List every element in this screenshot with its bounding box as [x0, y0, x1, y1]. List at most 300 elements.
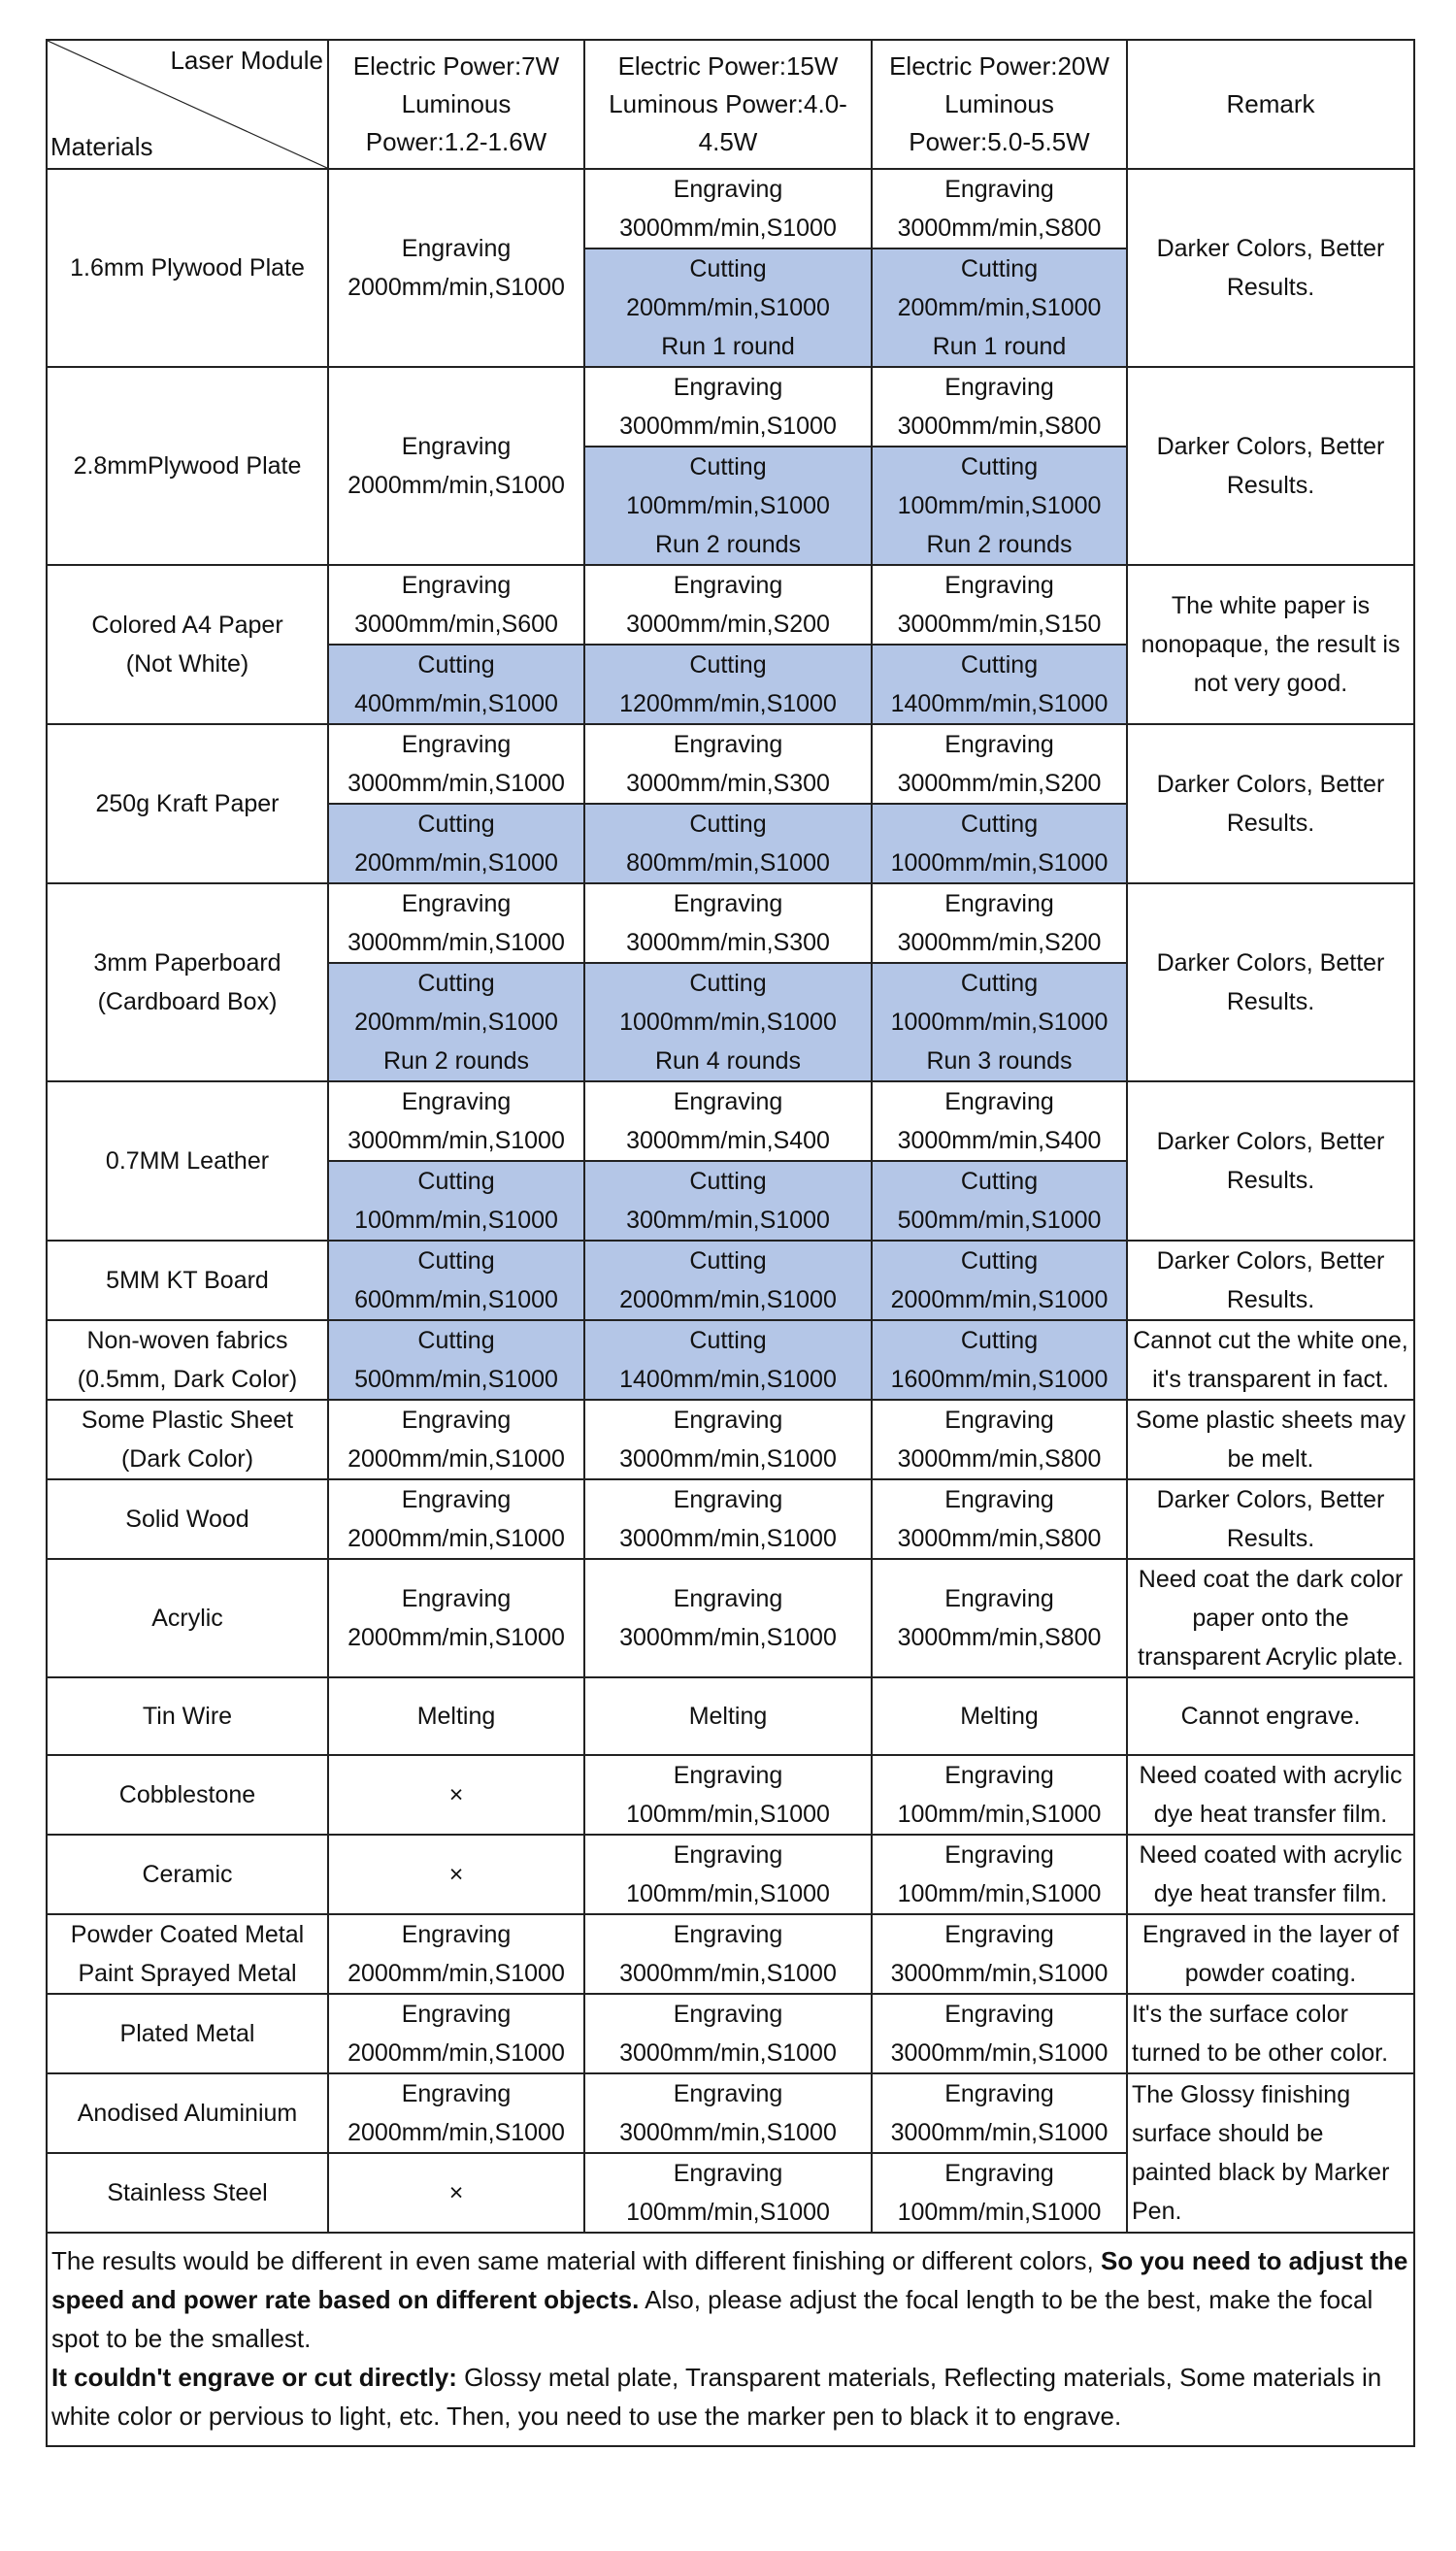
- notes-paragraph-1: [51, 2241, 1409, 2358]
- cell-line: Engraving: [673, 2160, 783, 2187]
- cell-line: 0.7MM Leather: [105, 1147, 270, 1175]
- cell-line: Darker Colors, Better: [1156, 235, 1385, 262]
- cell-line: nonopaque, the result is: [1141, 631, 1401, 658]
- cutting-cell-7w: [328, 1241, 584, 1320]
- cell-line: Engraving: [401, 1585, 512, 1612]
- cell-line: 2000mm/min,S1000: [347, 472, 565, 499]
- cell-line: 2000mm/min,S1000: [890, 1286, 1109, 1313]
- cell-line: 100mm/min,S1000: [626, 1801, 830, 1828]
- cell-line: 3000mm/min,S300: [626, 929, 830, 956]
- cell-line: Run 2 rounds: [926, 531, 1073, 558]
- cell-line: 3000mm/min,S400: [626, 1127, 830, 1154]
- column-header-remark: [1127, 40, 1414, 169]
- header-line: Luminous: [944, 89, 1054, 118]
- engraving-cell-20w: [872, 565, 1127, 645]
- remark-cell: [1127, 883, 1414, 1081]
- remark-cell: [1127, 169, 1414, 367]
- cell-line: Engraving: [944, 1762, 1054, 1789]
- cell-line: Tin Wire: [142, 1703, 233, 1730]
- material-row: [47, 883, 1414, 963]
- cell-line: Cannot cut the white one,: [1133, 1327, 1408, 1354]
- cell-line: (Dark Color): [120, 1445, 254, 1473]
- cell-line: Need coated with acrylic: [1139, 1762, 1403, 1789]
- cell-line: transparent Acrylic plate.: [1138, 1643, 1404, 1671]
- cell-line: 3000mm/min,S1000: [347, 929, 565, 956]
- cell-line: Cannot engrave.: [1180, 1703, 1361, 1730]
- cell-line: Cutting: [417, 651, 495, 679]
- cutting-cell-7w: [328, 645, 584, 724]
- cell-line: 200mm/min,S1000: [354, 849, 558, 877]
- cell-line: Engraving: [401, 890, 512, 917]
- cutting-cell-7w: [328, 804, 584, 883]
- cell-line: Engraving: [401, 235, 512, 262]
- material-name-cell: [47, 565, 328, 724]
- cell-line: 2000mm/min,S1000: [347, 2119, 565, 2146]
- cell-line: 3000mm/min,S800: [897, 413, 1102, 440]
- cell-line: Cutting: [689, 453, 767, 480]
- material-name-cell: [47, 1241, 328, 1320]
- cell-line: not very good.: [1193, 670, 1348, 697]
- remark-cell: [1127, 1081, 1414, 1241]
- engraving-cell-20w: [872, 367, 1127, 447]
- material-name-cell: [47, 1994, 328, 2073]
- cell-line: Results.: [1226, 472, 1315, 499]
- notes-emphasis: It couldn't engrave or cut directly:: [51, 2363, 457, 2392]
- header-line: Electric Power:20W: [889, 51, 1109, 81]
- cell-line: Cutting: [689, 255, 767, 282]
- engraving-cell-15w: [584, 883, 872, 963]
- cell-line: painted black by Marker: [1132, 2159, 1390, 2186]
- cell-line: ×: [448, 1861, 464, 1888]
- header-line: 4.5W: [698, 127, 758, 156]
- cell-line: 500mm/min,S1000: [897, 1207, 1102, 1234]
- cell-line: powder coating.: [1184, 1960, 1357, 1987]
- engraving-cell-15w: [584, 1835, 872, 1914]
- cell-line: Engraving: [673, 2080, 783, 2107]
- engraving-cell-7w: [328, 169, 584, 367]
- cell-line: The white paper is: [1171, 592, 1371, 619]
- engraving-cell-15w: [584, 1559, 872, 1677]
- cell-line: Engraving: [401, 1088, 512, 1115]
- cutting-cell-15w: [584, 963, 872, 1081]
- cell-line: 1000mm/min,S1000: [619, 1009, 837, 1036]
- material-row: [47, 1081, 1414, 1161]
- cell-line: Cutting: [960, 970, 1039, 997]
- cell-line: Engraving: [944, 1088, 1054, 1115]
- cell-line: 100mm/min,S1000: [626, 492, 830, 519]
- engraving-cell-20w: [872, 2153, 1127, 2233]
- cell-line: Engraving: [401, 2001, 512, 2028]
- cell-line: Cutting: [689, 1247, 767, 1275]
- engraving-cell-20w: [872, 1479, 1127, 1559]
- engraving-cell-7w: [328, 1559, 584, 1677]
- cell-line: Results.: [1226, 1525, 1315, 1552]
- cell-line: 3000mm/min,S200: [897, 929, 1102, 956]
- cell-line: Engraving: [401, 572, 512, 599]
- cell-line: 800mm/min,S1000: [626, 849, 830, 877]
- material-name-cell: [47, 1914, 328, 1994]
- cutting-cell-15w: [584, 1241, 872, 1320]
- material-name-cell: [47, 2073, 328, 2153]
- engraving-cell-20w: [872, 1914, 1127, 1994]
- cell-line: dye heat transfer film.: [1153, 1880, 1388, 1907]
- cutting-cell-15w: [584, 645, 872, 724]
- cell-line: Cutting: [689, 811, 767, 838]
- cell-line: 1600mm/min,S1000: [890, 1366, 1109, 1393]
- engraving-cell-7w: [328, 1914, 584, 1994]
- laser-module-label: Laser Module: [170, 46, 323, 75]
- cell-line: 3000mm/min,S400: [897, 1127, 1102, 1154]
- cell-line: Engraving: [944, 2001, 1054, 2028]
- cell-line: 100mm/min,S1000: [626, 1880, 830, 1907]
- cell-line: It's the surface color: [1132, 2001, 1348, 2028]
- material-row: [47, 1914, 1414, 1994]
- cell-line: 500mm/min,S1000: [354, 1366, 558, 1393]
- material-row: [47, 1835, 1414, 1914]
- cutting-cell-20w: [872, 645, 1127, 724]
- header-line: Luminous Power:4.0-: [609, 89, 847, 118]
- header-line: Power:5.0-5.5W: [909, 127, 1090, 156]
- engraving-cell-7w: [328, 883, 584, 963]
- cell-line: The Glossy finishing: [1132, 2081, 1351, 2108]
- cell-line: 1400mm/min,S1000: [890, 690, 1109, 717]
- cell-line: 2.8mmPlywood Plate: [73, 452, 302, 480]
- cell-line: 100mm/min,S1000: [897, 1801, 1102, 1828]
- material-row: [47, 1479, 1414, 1559]
- notes-paragraph-2: [51, 2358, 1409, 2435]
- cell-line: Engraving: [401, 2080, 512, 2107]
- cell-line: 5MM KT Board: [106, 1267, 269, 1294]
- cutting-cell-7w: [328, 1161, 584, 1241]
- engraving-cell-15w: [584, 1677, 872, 1755]
- remark-cell: [1127, 1559, 1414, 1677]
- cell-line: Ceramic: [142, 1861, 233, 1888]
- remark-cell: [1127, 1835, 1414, 1914]
- remark-cell: [1127, 1400, 1414, 1479]
- engraving-cell-7w: [328, 2073, 584, 2153]
- cell-line: Engraving: [673, 176, 783, 203]
- cell-line: Engraving: [673, 1486, 783, 1513]
- notes-text: Also, please adjust the focal length to be the best, make the focal spot to be the smallest.: [51, 2285, 1373, 2353]
- material-name-cell: [47, 2153, 328, 2233]
- cell-line: 3000mm/min,S800: [897, 1445, 1102, 1473]
- engraving-cell-7w: [328, 1677, 584, 1755]
- column-header-15w: [584, 40, 872, 169]
- cell-line: Cutting: [960, 651, 1039, 679]
- cell-line: Melting: [416, 1703, 496, 1730]
- cutting-cell-15w: [584, 1320, 872, 1400]
- cell-line: Results.: [1226, 1167, 1315, 1194]
- cell-line: Cutting: [960, 255, 1039, 282]
- materials-label: Materials: [50, 132, 153, 161]
- remark-cell: [1127, 565, 1414, 724]
- cell-line: 3000mm/min,S800: [897, 215, 1102, 242]
- cell-line: Cutting: [417, 811, 495, 838]
- cell-line: Engraving: [673, 890, 783, 917]
- notes-cell: [47, 2233, 1414, 2446]
- cell-line: 3000mm/min,S150: [897, 611, 1102, 638]
- cell-line: Stainless Steel: [107, 2179, 268, 2206]
- cell-line: 3000mm/min,S800: [897, 1624, 1102, 1651]
- header-row: [47, 40, 1414, 169]
- cell-line: 3mm Paperboard: [93, 949, 281, 977]
- cell-line: Darker Colors, Better: [1156, 1128, 1385, 1155]
- cell-line: (Cardboard Box): [97, 988, 278, 1015]
- cell-line: dye heat transfer film.: [1153, 1801, 1388, 1828]
- cell-line: 3000mm/min,S1000: [619, 1960, 837, 1987]
- cell-line: 3000mm/min,S1000: [619, 2039, 837, 2067]
- material-row: [47, 169, 1414, 248]
- cell-line: Engraving: [673, 1585, 783, 1612]
- cell-line: Darker Colors, Better: [1156, 1247, 1385, 1275]
- notes-emphasis: So you need to adjust the speed and power rate based on different objects.: [51, 2246, 1408, 2314]
- cell-line: 3000mm/min,S1000: [347, 770, 565, 797]
- cell-line: turned to be other color.: [1132, 2039, 1389, 2067]
- cell-line: 200mm/min,S1000: [626, 294, 830, 321]
- cell-line: Engraving: [673, 1921, 783, 1948]
- cell-line: 2000mm/min,S1000: [347, 1445, 565, 1473]
- cell-line: Engraving: [401, 433, 512, 460]
- cutting-cell-20w: [872, 447, 1127, 565]
- remark-cell: [1127, 1994, 1414, 2073]
- cell-line: Cutting: [960, 1168, 1039, 1195]
- remark-cell: [1127, 724, 1414, 883]
- remark-cell: [1127, 1479, 1414, 1559]
- cell-line: Engraving: [944, 1486, 1054, 1513]
- cell-line: 3000mm/min,S1000: [890, 2039, 1109, 2067]
- engraving-cell-20w: [872, 1835, 1127, 1914]
- engraving-cell-15w: [584, 169, 872, 248]
- cell-line: 3000mm/min,S1000: [619, 1525, 837, 1552]
- notes-row: [47, 2233, 1414, 2446]
- engraving-cell-15w: [584, 1914, 872, 1994]
- header-line: Electric Power:7W: [352, 51, 560, 81]
- engraving-cell-7w: [328, 2153, 584, 2233]
- cell-line: Need coat the dark color: [1138, 1566, 1404, 1593]
- cell-line: 2000mm/min,S1000: [347, 274, 565, 301]
- cell-line: 100mm/min,S1000: [897, 1880, 1102, 1907]
- cell-line: Results.: [1226, 810, 1315, 837]
- cell-line: ×: [448, 1781, 464, 1808]
- cell-line: 2000mm/min,S1000: [347, 1525, 565, 1552]
- cell-line: be melt.: [1227, 1445, 1314, 1473]
- material-name-cell: [47, 883, 328, 1081]
- cell-line: 3000mm/min,S1000: [347, 1127, 565, 1154]
- cell-line: Engraving: [673, 1762, 783, 1789]
- material-name-cell: [47, 1755, 328, 1835]
- cell-line: 400mm/min,S1000: [354, 690, 558, 717]
- material-name-cell: [47, 1677, 328, 1755]
- cell-line: Cutting: [960, 453, 1039, 480]
- cell-line: it's transparent in fact.: [1152, 1366, 1389, 1393]
- cell-line: Engraving: [673, 731, 783, 758]
- engraving-cell-15w: [584, 565, 872, 645]
- cell-line: ×: [448, 2179, 464, 2206]
- material-row: [47, 724, 1414, 804]
- header-line: Luminous: [401, 89, 512, 118]
- cell-line: 3000mm/min,S1000: [890, 1960, 1109, 1987]
- remark-cell: [1127, 367, 1414, 565]
- cell-line: Engraving: [673, 1407, 783, 1434]
- cutting-cell-20w: [872, 963, 1127, 1081]
- cell-line: 3000mm/min,S1000: [890, 2119, 1109, 2146]
- cell-line: (0.5mm, Dark Color): [77, 1366, 298, 1393]
- header-line: Electric Power:15W: [617, 51, 839, 81]
- remark-cell: [1127, 1677, 1414, 1755]
- cell-line: 300mm/min,S1000: [626, 1207, 830, 1234]
- cell-line: Engraving: [944, 2160, 1054, 2187]
- remark-cell: [1127, 2073, 1414, 2233]
- engraving-cell-20w: [872, 2073, 1127, 2153]
- notes-text: Glossy metal plate, Transparent materials, Reflecting materials, Some materials in white color or pervious to light, etc. Then, you need to use the marker pen to black it to engrave.: [51, 2363, 1382, 2431]
- cutting-cell-20w: [872, 248, 1127, 367]
- material-name-cell: [47, 169, 328, 367]
- cell-line: Colored A4 Paper: [91, 612, 283, 639]
- cell-line: Engraving: [944, 572, 1054, 599]
- cell-line: Some Plastic Sheet: [81, 1407, 294, 1434]
- cell-line: Melting: [688, 1703, 768, 1730]
- engraving-cell-20w: [872, 169, 1127, 248]
- material-name-cell: [47, 1081, 328, 1241]
- cell-line: Engraving: [944, 1407, 1054, 1434]
- cutting-cell-7w: [328, 963, 584, 1081]
- material-row: [47, 1994, 1414, 2073]
- cell-line: 3000mm/min,S1000: [619, 2119, 837, 2146]
- cell-line: Run 4 rounds: [654, 1047, 802, 1075]
- engraving-cell-7w: [328, 1081, 584, 1161]
- cell-line: Run 1 round: [932, 333, 1067, 360]
- material-row: [47, 565, 1414, 645]
- cell-line: Darker Colors, Better: [1156, 949, 1385, 977]
- cell-line: 100mm/min,S1000: [897, 2199, 1102, 2226]
- cell-line: Cutting: [417, 970, 495, 997]
- engraving-cell-7w: [328, 1479, 584, 1559]
- material-row: [47, 1241, 1414, 1320]
- material-name-cell: [47, 1400, 328, 1479]
- cell-line: 3000mm/min,S1000: [619, 1624, 837, 1651]
- cell-line: Run 3 rounds: [926, 1047, 1073, 1075]
- cutting-cell-15w: [584, 804, 872, 883]
- material-row: [47, 1755, 1414, 1835]
- cell-line: (Not White): [125, 650, 249, 678]
- cell-line: Engraved in the layer of: [1142, 1921, 1400, 1948]
- cell-line: Engraving: [944, 374, 1054, 401]
- engraving-cell-20w: [872, 1081, 1127, 1161]
- cell-line: Some plastic sheets may: [1136, 1407, 1406, 1434]
- cell-line: Engraving: [944, 176, 1054, 203]
- material-row: [47, 1400, 1414, 1479]
- cell-line: surface should be: [1132, 2120, 1324, 2147]
- engraving-cell-20w: [872, 1755, 1127, 1835]
- engraving-cell-15w: [584, 2153, 872, 2233]
- engraving-cell-15w: [584, 1400, 872, 1479]
- cell-line: Engraving: [673, 1088, 783, 1115]
- cell-line: 3000mm/min,S200: [626, 611, 830, 638]
- material-row: [47, 2073, 1414, 2153]
- cell-line: 1200mm/min,S1000: [619, 690, 837, 717]
- cutting-cell-20w: [872, 1161, 1127, 1241]
- cell-line: Run 2 rounds: [654, 531, 802, 558]
- engraving-cell-7w: [328, 367, 584, 565]
- cell-line: 200mm/min,S1000: [354, 1009, 558, 1036]
- cell-line: 3000mm/min,S300: [626, 770, 830, 797]
- cell-line: 2000mm/min,S1000: [619, 1286, 837, 1313]
- cell-line: Cutting: [689, 1327, 767, 1354]
- cell-line: Cutting: [960, 1247, 1039, 1275]
- engraving-cell-15w: [584, 1755, 872, 1835]
- engraving-cell-15w: [584, 2073, 872, 2153]
- cell-line: Engraving: [944, 731, 1054, 758]
- cell-line: 250g Kraft Paper: [95, 790, 280, 817]
- cell-line: Non-woven fabrics: [86, 1327, 288, 1354]
- material-row: [47, 1677, 1414, 1755]
- engraving-cell-7w: [328, 1400, 584, 1479]
- cell-line: Engraving: [673, 1841, 783, 1869]
- cell-line: Cobblestone: [118, 1781, 256, 1808]
- cell-line: Engraving: [944, 1921, 1054, 1948]
- cell-line: 1000mm/min,S1000: [890, 1009, 1109, 1036]
- remark-cell: [1127, 1755, 1414, 1835]
- cell-line: 3000mm/min,S1000: [619, 215, 837, 242]
- engraving-cell-20w: [872, 1559, 1127, 1677]
- material-name-cell: [47, 1835, 328, 1914]
- material-name-cell: [47, 1559, 328, 1677]
- cell-line: Cutting: [689, 970, 767, 997]
- cell-line: Engraving: [401, 731, 512, 758]
- engraving-cell-15w: [584, 367, 872, 447]
- cell-line: 3000mm/min,S200: [897, 770, 1102, 797]
- engraving-cell-15w: [584, 724, 872, 804]
- cell-line: Cutting: [417, 1247, 495, 1275]
- remark-cell: [1127, 1914, 1414, 1994]
- header-corner-cell: [47, 40, 328, 169]
- cell-line: 2000mm/min,S1000: [347, 2039, 565, 2067]
- engraving-cell-20w: [872, 883, 1127, 963]
- cutting-cell-15w: [584, 1161, 872, 1241]
- engraving-cell-20w: [872, 1677, 1127, 1755]
- cell-line: 1.6mm Plywood Plate: [70, 254, 305, 282]
- cutting-cell-20w: [872, 1320, 1127, 1400]
- cell-line: Cutting: [960, 811, 1039, 838]
- cell-line: Engraving: [944, 2080, 1054, 2107]
- cell-line: Cutting: [417, 1327, 495, 1354]
- notes-text: The results would be different in even same material with different finishing or different colors,: [51, 2246, 1102, 2275]
- cutting-cell-15w: [584, 447, 872, 565]
- remark-cell: [1127, 1320, 1414, 1400]
- cell-line: 200mm/min,S1000: [897, 294, 1102, 321]
- cell-line: Run 2 rounds: [382, 1047, 530, 1075]
- cell-line: Engraving: [401, 1921, 512, 1948]
- cell-line: Engraving: [944, 1841, 1054, 1869]
- cell-line: 3000mm/min,S1000: [619, 413, 837, 440]
- cell-line: 100mm/min,S1000: [897, 492, 1102, 519]
- cell-line: 1400mm/min,S1000: [619, 1366, 837, 1393]
- cell-line: Engraving: [673, 374, 783, 401]
- cell-line: 600mm/min,S1000: [354, 1286, 558, 1313]
- cell-line: Plated Metal: [119, 2020, 255, 2047]
- material-name-cell: [47, 1320, 328, 1400]
- cell-line: Cutting: [689, 1168, 767, 1195]
- cell-line: Darker Colors, Better: [1156, 771, 1385, 798]
- cell-line: 2000mm/min,S1000: [347, 1624, 565, 1651]
- column-header-7w: [328, 40, 584, 169]
- engraving-cell-7w: [328, 1994, 584, 2073]
- engraving-cell-15w: [584, 1994, 872, 2073]
- cell-line: Powder Coated Metal: [70, 1921, 305, 1948]
- cell-line: 3000mm/min,S800: [897, 1525, 1102, 1552]
- material-name-cell: [47, 367, 328, 565]
- cell-line: Results.: [1226, 988, 1315, 1015]
